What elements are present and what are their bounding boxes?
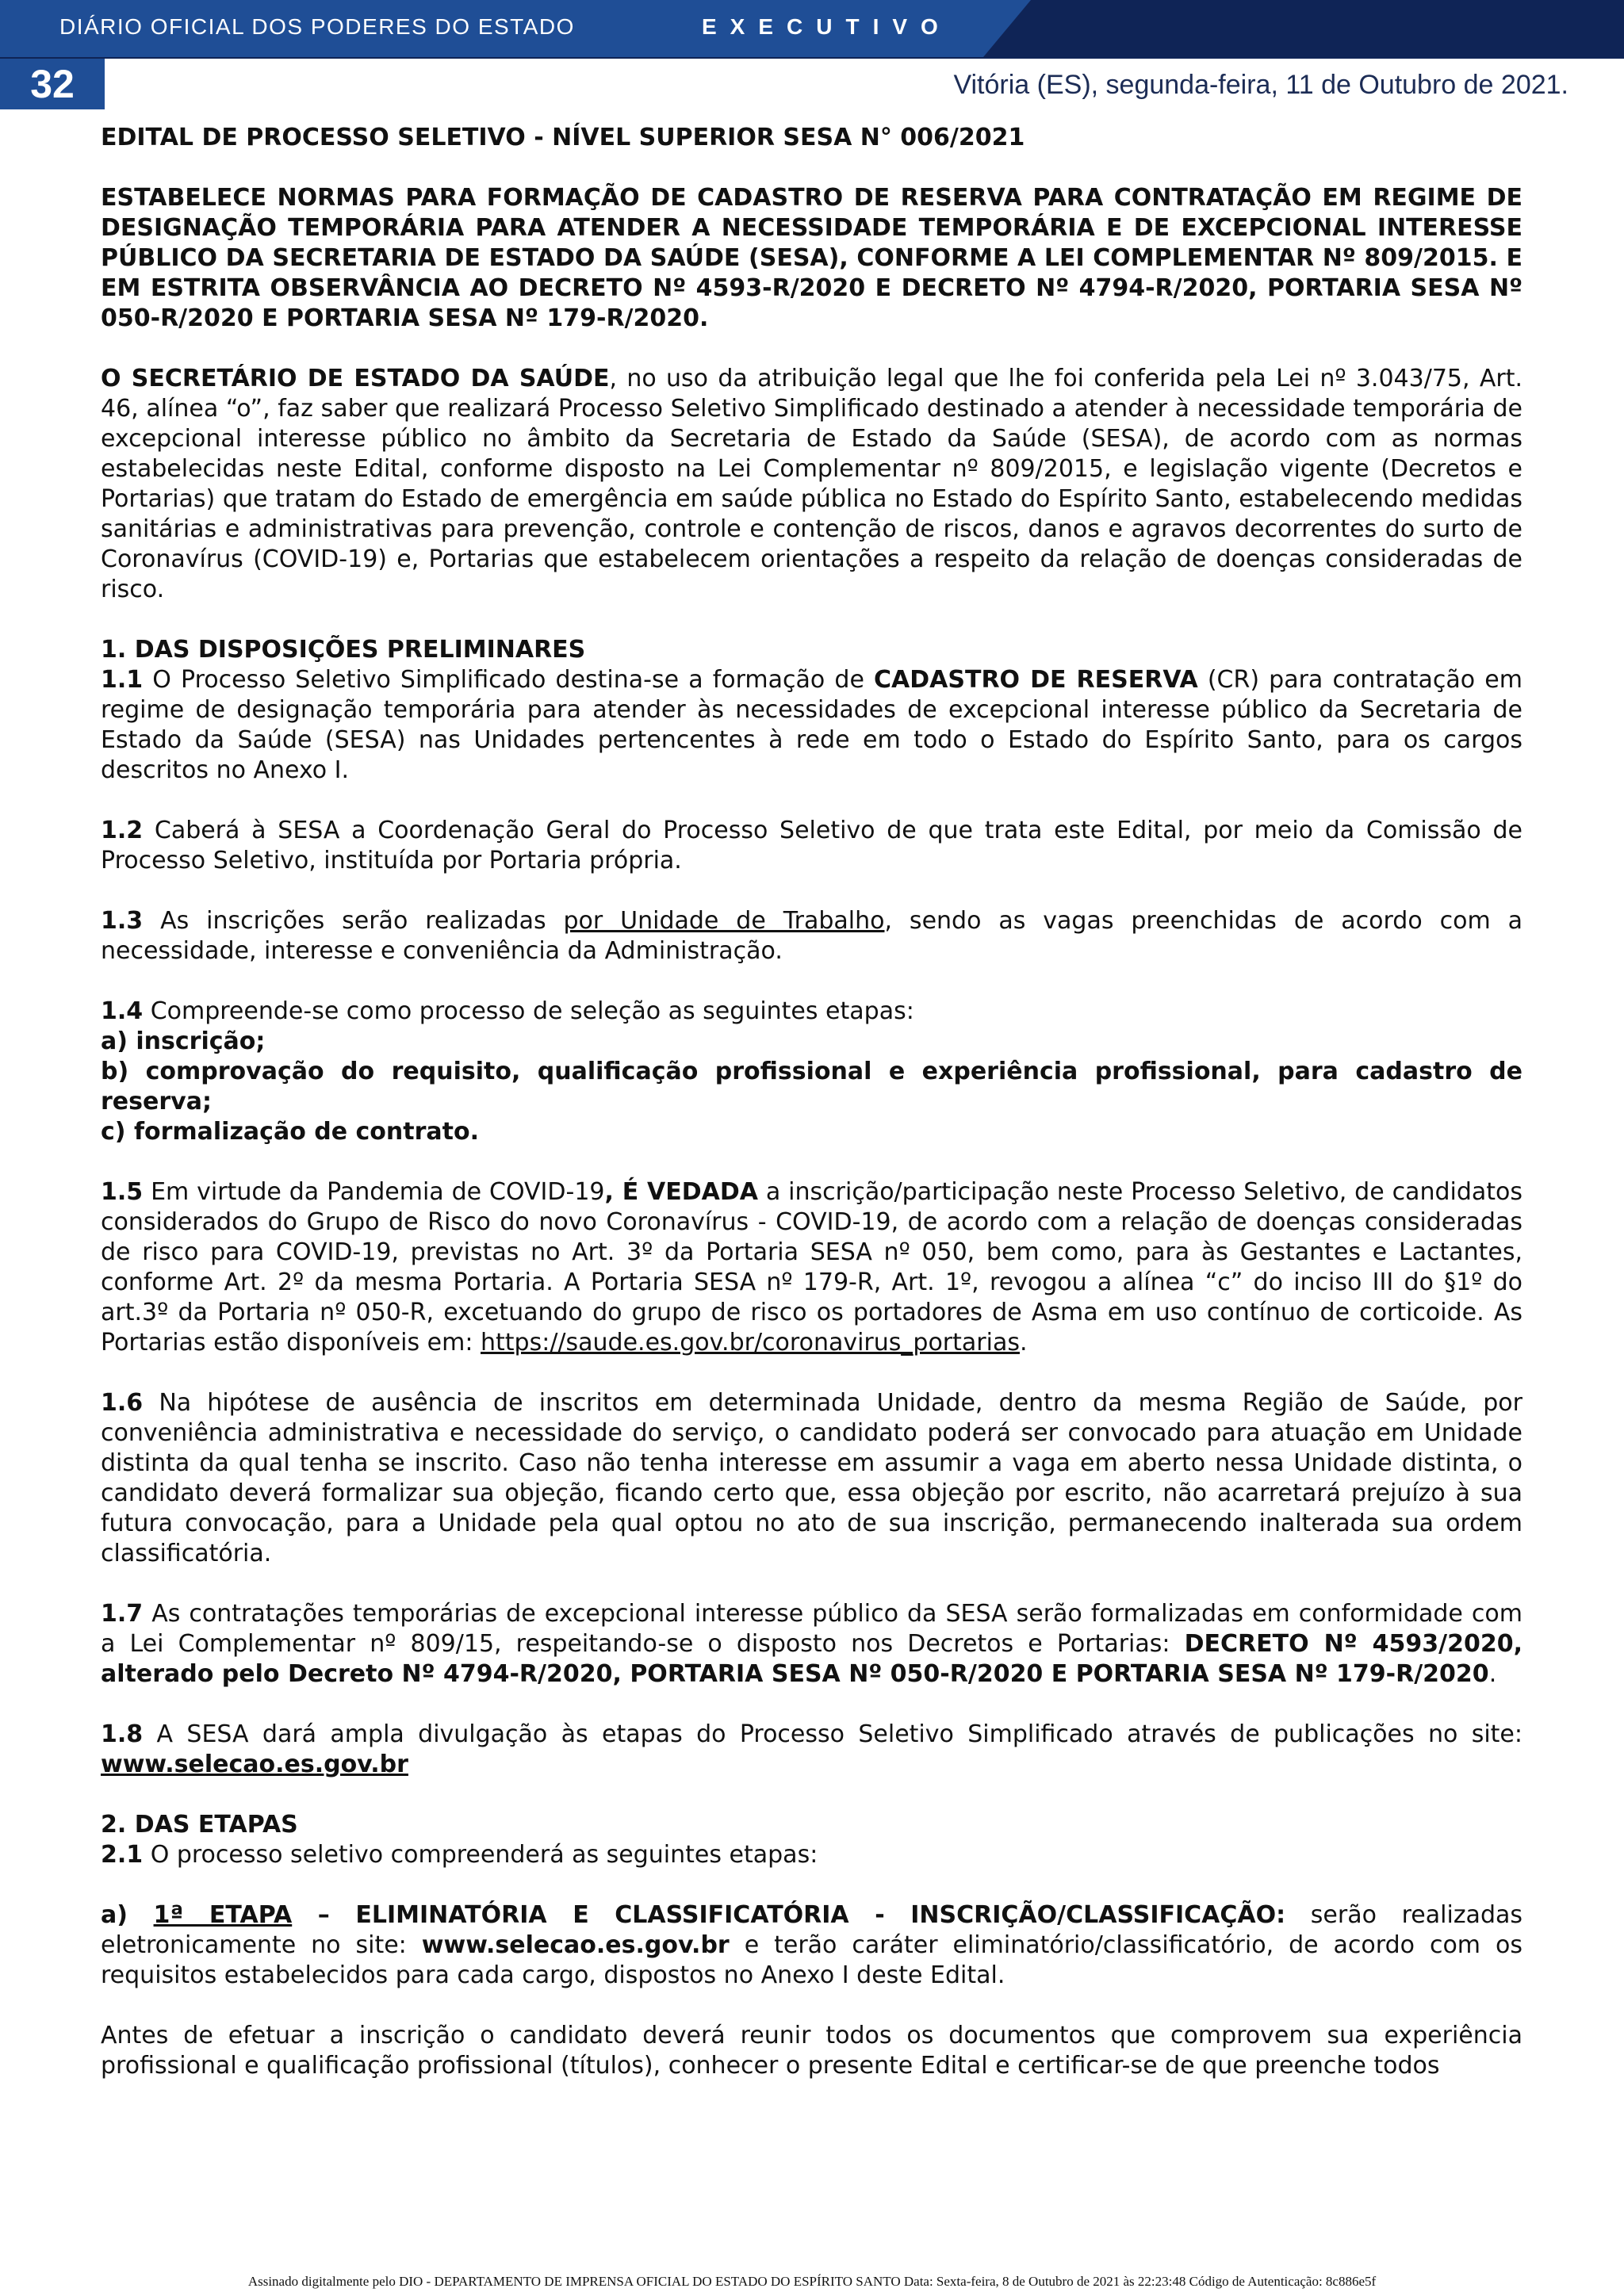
clause-2-1: 2.1 O processo seletivo compreenderá as seguintes etapas: [101, 1841, 818, 1869]
clause-1-4: 1.4 Compreende-se como processo de seleção as seguintes etapas: [101, 997, 914, 1025]
clause-1-3: 1.3 As inscrições serão realizadas por Unidade de Trabalho, sendo as vagas preenchidas de acordo com a necessidade, interesse e conveniência da Administração. [101, 907, 1522, 965]
page-number: 32 [0, 59, 105, 109]
page-header [0, 0, 1624, 109]
clause-1-4-c: c) formalização de contrato. [101, 1118, 479, 1146]
clause-2-1-a: a) 1ª ETAPA – ELIMINATÓRIA E CLASSIFICATÓRIA - INSCRIÇÃO/CLASSIFICAÇÃO: serão realizadas eletronicamente no site: www.selecao.es.gov.br e terão caráter eliminatório/classificatório, de acordo com os requisitos estabelecidos para cada cargo, dispostos no Anexo I deste Edital. [101, 1901, 1523, 1989]
clause-1-4-b: b) comprovação do requisito, qualificação profissional e experiência profissional, para cadastro de reserva; [101, 1058, 1522, 1115]
clause-1-2: 1.2 Caberá à SESA a Coordenação Geral do Processo Seletivo de que trata este Edital, por meio da Comissão de Processo Seletivo, instituída por Portaria própria. [101, 817, 1522, 874]
section-1-heading: 1. DAS DISPOSIÇÕES PRELIMINARES [101, 636, 586, 664]
edital-title: EDITAL DE PROCESSO SELETIVO - NÍVEL SUPERIOR SESA N° 006/2021 [101, 124, 1025, 151]
clause-1-6: 1.6 Na hipótese de ausência de inscritos em determinada Unidade, dentro da mesma Região de Saúde, por conveniência administrativa e necessidade do serviço, o candidato poderá ser convocado para atuação em Unidade distinta da qual tenha se inscrito. Caso não tenha interesse em assumir a vaga em aberto nessa Unidade distinta, o candidato deverá formalizar sua objeção, ficando certo que, essa objeção por escrito, não acarretará prejuízo à sua futura convocação, para a Unidade pela qual optou no ato de sua inscrição, permanecendo inalterada sua ordem classificatória. [101, 1389, 1522, 1567]
clause-1-1: 1.1 O Processo Seletivo Simplificado destina-se a formação de CADASTRO DE RESERVA (CR) para contratação em regime de designação temporária para atender às necessidades de excepcional interesse público da Secretaria de Estado da Saúde (SESA) nas Unidades pertencentes à rede em todo o Estado do Espírito Santo, para os cargos descritos no Anexo I. [101, 666, 1522, 784]
selecao-link[interactable]: www.selecao.es.gov.br [101, 1751, 408, 1778]
clause-1-5: 1.5 Em virtude da Pandemia de COVID-19, É VEDADA a inscrição/participação neste Processo Seletivo, de candidatos considerados do Grupo de Risco do novo Coronavírus - COVID-19, de acordo com a relação de doenças consideradas de risco para COVID-19, previstas no Art. 3º da Portaria SESA nº 050, bem como, para às Gestantes e Lactantes, conforme Art. 2º da mesma Portaria. A Portaria SESA nº 179-R, Art. 1º, revogou a alínea “c” do inciso III do §1º do art.3º da Portaria nº 050-R, excetuando do grupo de risco os portadores de Asma em uso contínuo de corticoide. As Portarias estão disponíveis em: https://saude.es.gov.br/coronavirus_portarias. [101, 1178, 1523, 1357]
intro-bold: O SECRETÁRIO DE ESTADO DA SAÚDE [101, 365, 610, 392]
publication-date: Vitória (ES), segunda-feira, 11 de Outubro de 2021. [953, 70, 1568, 100]
publication-name: DIÁRIO OFICIAL DOS PODERES DO ESTADO [59, 14, 575, 39]
intro-text: , no uso da atribuição legal que lhe foi conferida pela Lei nº 3.043/75, Art. 46, alínea “o”, faz saber que realizará Processo Seletivo Simplificado destinado a atender à necessidade temporária de excepcional interesse público no âmbito da Secretaria de Estado da Saúde (SESA), de acordo com as normas estabelecidas neste Edital, conforme disposto na Lei Complementar nº 809/2015, e legislação vigente (Decretos e Portarias) que tratam do Estado de emergência em saúde pública no Estado do Espírito Santo, estabelecendo medidas sanitárias e administrativas para prevenção, controle e contenção de riscos, danos e agravos decorrentes do surto de Coronavírus (COVID-19) e, Portarias que estabelecem orientações a respeito da relação de doenças consideradas de risco. [101, 365, 1523, 603]
selecao-site[interactable]: www.selecao.es.gov.br [421, 1931, 730, 1959]
header-dark-band [983, 0, 1624, 57]
intro-paragraph [101, 364, 1522, 605]
portarias-link[interactable]: https://saude.es.gov.br/coronavirus_portarias [481, 1329, 1020, 1357]
closing-paragraph: Antes de efetuar a inscrição o candidato deverá reunir todos os documentos que comprovem sua experiência profissional e qualificação profissional (títulos), conhecer o presente Edital e certificar-se de que preenche todos [101, 2022, 1522, 2080]
header-rule [0, 57, 1624, 59]
clause-1-4-a: a) inscrição; [101, 1027, 266, 1055]
digital-signature-footer: Assinado digitalmente pelo DIO - DEPARTAMENTO DE IMPRENSA OFICIAL DO ESTADO DO ESPÍRITO SANTO Data: Sexta-feira, 8 de Outubro de 2021 às 22:23:48 Código de Autenticação: 8c886e5f [247, 2274, 1377, 2289]
document-body [101, 123, 1522, 2081]
clause-1-8: 1.8 A SESA dará ampla divulgação às etapas do Processo Seletivo Simplificado através de publicações no site: www.selecao.es.gov.br [101, 1720, 1522, 1778]
clause-1-7: 1.7 As contratações temporárias de excepcional interesse público da SESA serão formalizadas em conformidade com a Lei Complementar nº 809/15, respeitando-se o disposto nos Decretos e Portarias: DECRETO Nº 4593/2020, alterado pelo Decreto Nº 4794-R/2020, PORTARIA SESA Nº 050-R/2020 E PORTARIA SESA Nº 179-R/2020. [101, 1600, 1522, 1688]
preamble: ESTABELECE NORMAS PARA FORMAÇÃO DE CADASTRO DE RESERVA PARA CONTRATAÇÃO EM REGIME DE DESIGNAÇÃO TEMPORÁRIA PARA ATENDER A NECESSIDADE TEMPORÁRIA E DE EXCEPCIONAL INTERESSE PÚBLICO DA SECRETARIA DE ESTADO DA SAÚDE (SESA), CONFORME A LEI COMPLEMENTAR Nº 809/2015. E EM ESTRITA OBSERVÂNCIA AO DECRETO Nº 4593-R/2020 E DECRETO Nº 4794-R/2020, PORTARIA SESA Nº 050-R/2020 E PORTARIA SESA Nº 179-R/2020. [101, 184, 1522, 332]
section-2-heading: 2. DAS ETAPAS [101, 1811, 298, 1839]
section-name: EXECUTIVO [702, 14, 952, 39]
